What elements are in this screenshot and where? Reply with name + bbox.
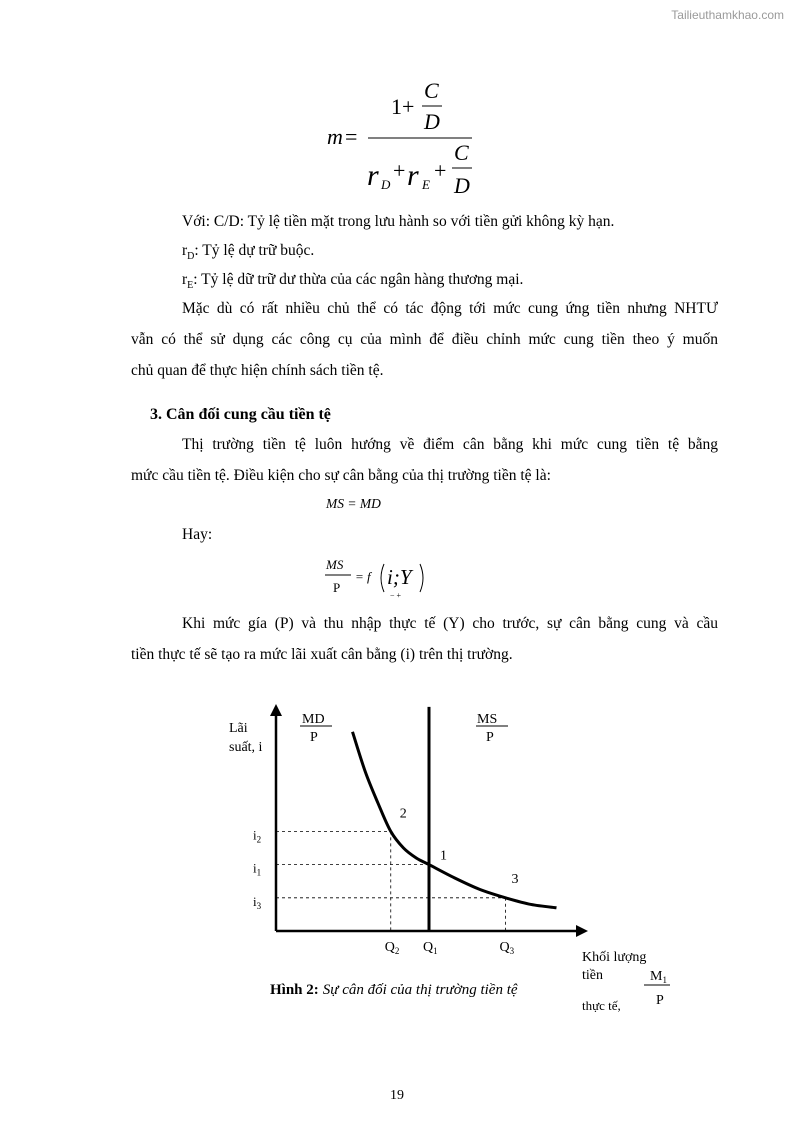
hay-text: Hay:: [182, 526, 213, 543]
ms-label-denominator: P: [486, 730, 494, 745]
formula-d-bottom: D: [454, 173, 470, 198]
y-axis-label-line2: suất, i: [229, 740, 263, 755]
y-tick-i1: $i_1$: [253, 860, 262, 878]
rd-symbol: r: [182, 242, 188, 259]
rd-text: : Tỷ lệ dự trữ buộc.: [194, 242, 315, 259]
y-tick-i3: $i_3$: [253, 893, 262, 911]
x-axis-label-line2: tiền: [582, 968, 603, 983]
page-number: 19: [390, 1088, 404, 1103]
equation-money-demand: [322, 552, 432, 602]
point-label-1: 1: [440, 848, 447, 864]
md-demand-curve: [353, 732, 557, 908]
paragraph3-line2: tiền thực tế sẽ tạo ra mức lãi xuất cân bằng (i) trên thị trường.: [131, 646, 513, 663]
y-axis-label-line1: Lãi: [229, 721, 248, 736]
formula-plus-1: +: [393, 158, 406, 183]
re-symbol: r: [182, 271, 188, 288]
paragraph2-line1: Thị trường tiền tệ luôn hướng về điểm cân bằng khi mức cung tiền tệ bằng: [182, 436, 718, 453]
watermark: Tailieuthamkhao.com: [671, 8, 784, 22]
md-label-numerator: MD: [302, 712, 325, 727]
formula-d-top: D: [424, 109, 440, 134]
md-label-denominator: P: [310, 730, 318, 745]
eq2-numerator: MS: [326, 557, 344, 572]
formula-r-d: r: [367, 159, 379, 192]
formula-equals: =: [345, 124, 358, 149]
formula-r-e: r: [407, 159, 419, 192]
y-tick-i2: $i_2$: [253, 827, 262, 845]
formula-c-top: C: [424, 78, 439, 103]
y-axis-arrow: [270, 704, 282, 716]
x-axis-arrow: [576, 925, 588, 937]
definition-rd: [182, 241, 314, 267]
formula-sub-e: E: [422, 177, 430, 192]
rd-subscript: D: [187, 251, 195, 263]
x-axis-label-line1: Khối lượng: [582, 950, 647, 965]
formula-plus-2: +: [434, 158, 447, 183]
paragraph1-line2: vẫn có thể sử dụng các công cụ của mình để điều chỉnh mức cung tiền theo ý muốn: [131, 331, 718, 348]
re-subscript: E: [187, 280, 194, 292]
point-label-2: 2: [399, 806, 407, 822]
formula-sub-d: D: [381, 177, 391, 192]
definition-cd: Với: C/D: Tỷ lệ tiền mặt trong lưu hành so với tiền gửi không kỳ hạn.: [182, 213, 615, 230]
point-label-3: 3: [511, 871, 519, 887]
formula-c-bottom: C: [454, 140, 469, 165]
equation-ms-md: MS = MD: [326, 496, 381, 511]
formula-m: m: [327, 124, 343, 149]
paragraph2-line2: mức cầu tiền tệ. Điều kiện cho sự cân bằng của thị trường tiền tệ là:: [131, 467, 551, 484]
x-axis-frac-denominator: P: [656, 993, 664, 1008]
x-tick-q1: $Q_1$: [423, 940, 438, 956]
figure-caption: Hình 2: Sự cân đối của thị trường tiền tệ: [270, 982, 518, 998]
x-axis-label-line3: thực tế,: [582, 998, 621, 1013]
paragraph3-line1: Khi mức gía (P) và thu nhập thực tế (Y) cho trước, sự cân bằng cung và cầu: [182, 615, 718, 632]
money-multiplier-formula: [318, 72, 488, 204]
eq2-denominator: P: [333, 580, 341, 595]
re-text: : Tỷ lệ dữ trữ dư thừa của các ngân hàng thương mại.: [193, 271, 524, 288]
ms-label-numerator: MS: [477, 712, 498, 727]
x-tick-q3: $Q_3$: [499, 940, 515, 956]
eq2-right-paren: [420, 564, 423, 592]
x-tick-q2: $Q_2$: [384, 940, 400, 956]
paragraph1-line1: Mặc dù có rất nhiều chủ thể có tác động tới mức cung ứng tiền nhưng NHTƯ: [182, 300, 718, 317]
guide-lines: [276, 831, 506, 931]
eq2-arguments: i;Y: [387, 565, 412, 589]
paragraph1-line3: chủ quan để thực hiện chính sách tiền tệ.: [131, 362, 384, 379]
eq2-equals-f: = f: [355, 569, 371, 584]
formula-one-plus: 1+: [391, 94, 415, 119]
x-axis-frac-numerator: $M_1$: [650, 969, 667, 985]
money-market-chart: [0, 700, 794, 1030]
eq2-signs: − +: [390, 591, 402, 600]
eq2-left-paren: [381, 564, 384, 592]
definition-re: [182, 270, 523, 296]
section-heading: 3. Cân đối cung cầu tiền tệ: [150, 406, 331, 423]
